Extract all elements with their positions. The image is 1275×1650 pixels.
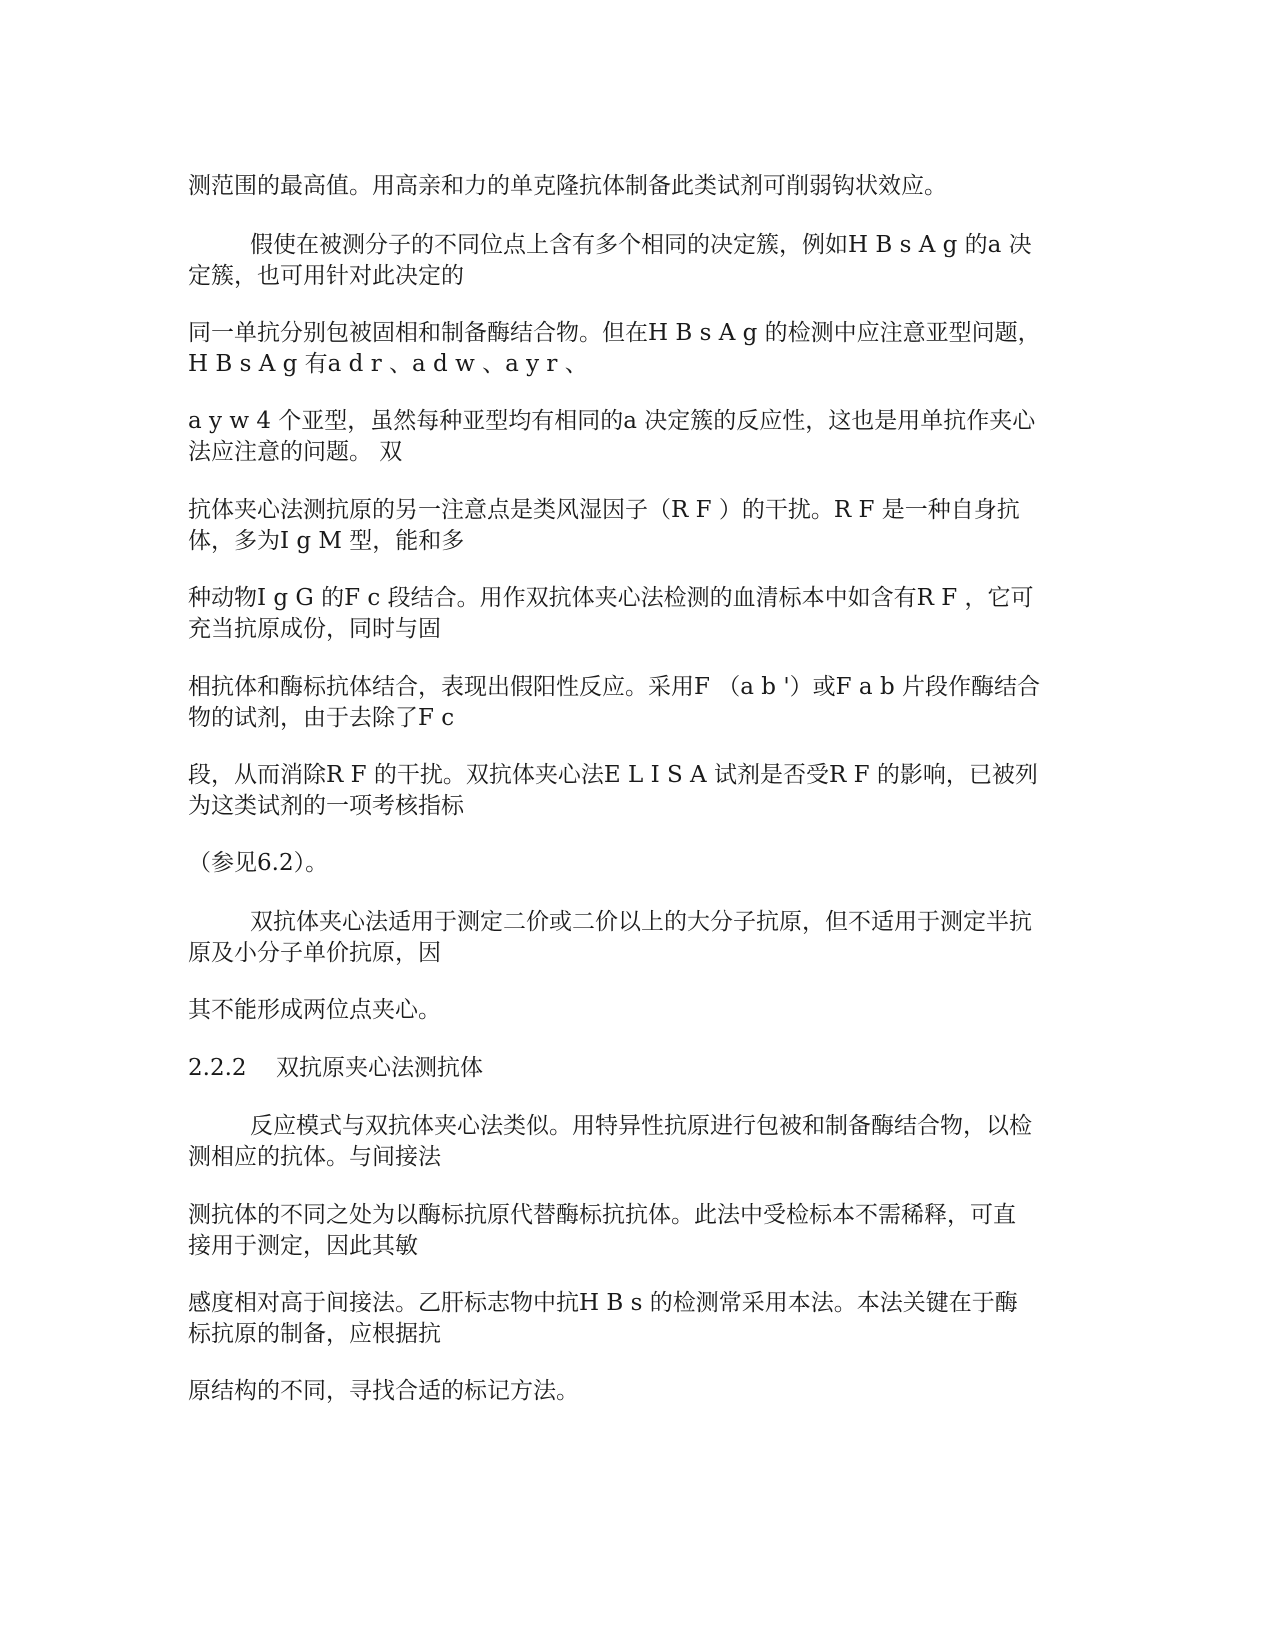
paragraph-line: 反应模式与双抗体夹心法类似。用特异性抗原进行包被和制备酶结合物，以检 [250,1113,1032,1139]
paragraph-line: 定簇，也可用针对此决定的 [188,263,464,289]
paragraph-line: 物的试剂，由于去除了F c [188,705,455,731]
paragraph-line: 感度相对高于间接法。乙肝标志物中抗H B s 的检测常采用本法。本法关键在于酶 [188,1290,1018,1316]
paragraph-line: 原结构的不同，寻找合适的标记方法。 [188,1378,579,1404]
paragraph-line: 充当抗原成份，同时与固 [188,616,441,642]
paragraph-line: （参见6.2）。 [188,850,329,876]
section-title: 双抗原夹心法测抗体 [276,1055,483,1081]
paragraph-line: 双抗体夹心法适用于测定二价或二价以上的大分子抗原，但不适用于测定半抗 [250,909,1032,935]
paragraph-line: 测抗体的不同之处为以酶标抗原代替酶标抗抗体。此法中受检标本不需稀释，可直 [188,1202,1016,1228]
paragraph-line: 其不能形成两位点夹心。 [188,997,441,1023]
paragraph-line: 抗体夹心法测抗原的另一注意点是类风湿因子（R F ）的干扰。R F 是一种自身抗 [188,497,1020,523]
paragraph-line: 接用于测定，因此其敏 [188,1233,418,1259]
paragraph-line: 同一单抗分别包被固相和制备酶结合物。但在H B s A g 的检测中应注意亚型问题， [188,320,1041,346]
paragraph-line: 体，多为I g M 型，能和多 [188,528,465,554]
paragraph-line: 测相应的抗体。与间接法 [188,1144,441,1170]
paragraph-line: 为这类试剂的一项考核指标 [188,793,464,819]
paragraph-line: 法应注意的问题。 双 [188,439,403,465]
paragraph-line: 测范围的最高值。用高亲和力的单克隆抗体制备此类试剂可削弱钩状效应。 [188,173,947,199]
paragraph-line: 标抗原的制备，应根据抗 [188,1321,441,1347]
paragraph-line: H B s A g 有a d r 、a d w 、a y r 、 [188,351,588,377]
section-number: 2.2.2 [188,1055,247,1081]
paragraph-line: 段，从而消除R F 的干扰。双抗体夹心法E L I S A 试剂是否受R F 的影响，已被列 [188,762,1038,788]
paragraph-line: 原及小分子单价抗原，因 [188,940,441,966]
paragraph-line: 假使在被测分子的不同位点上含有多个相同的决定簇，例如H B s A g 的a 决 [250,232,1032,258]
paragraph-line: a y w 4 个亚型，虽然每种亚型均有相同的a 决定簇的反应性，这也是用单抗作夹心 [188,408,1036,434]
paragraph-line: 种动物I g G 的F c 段结合。用作双抗体夹心法检测的血清标本中如含有R F ，它可 [188,585,1034,611]
paragraph-line: 相抗体和酶标抗体结合，表现出假阳性反应。采用F （a b '）或F a b 片段作酶结合 [188,674,1040,700]
